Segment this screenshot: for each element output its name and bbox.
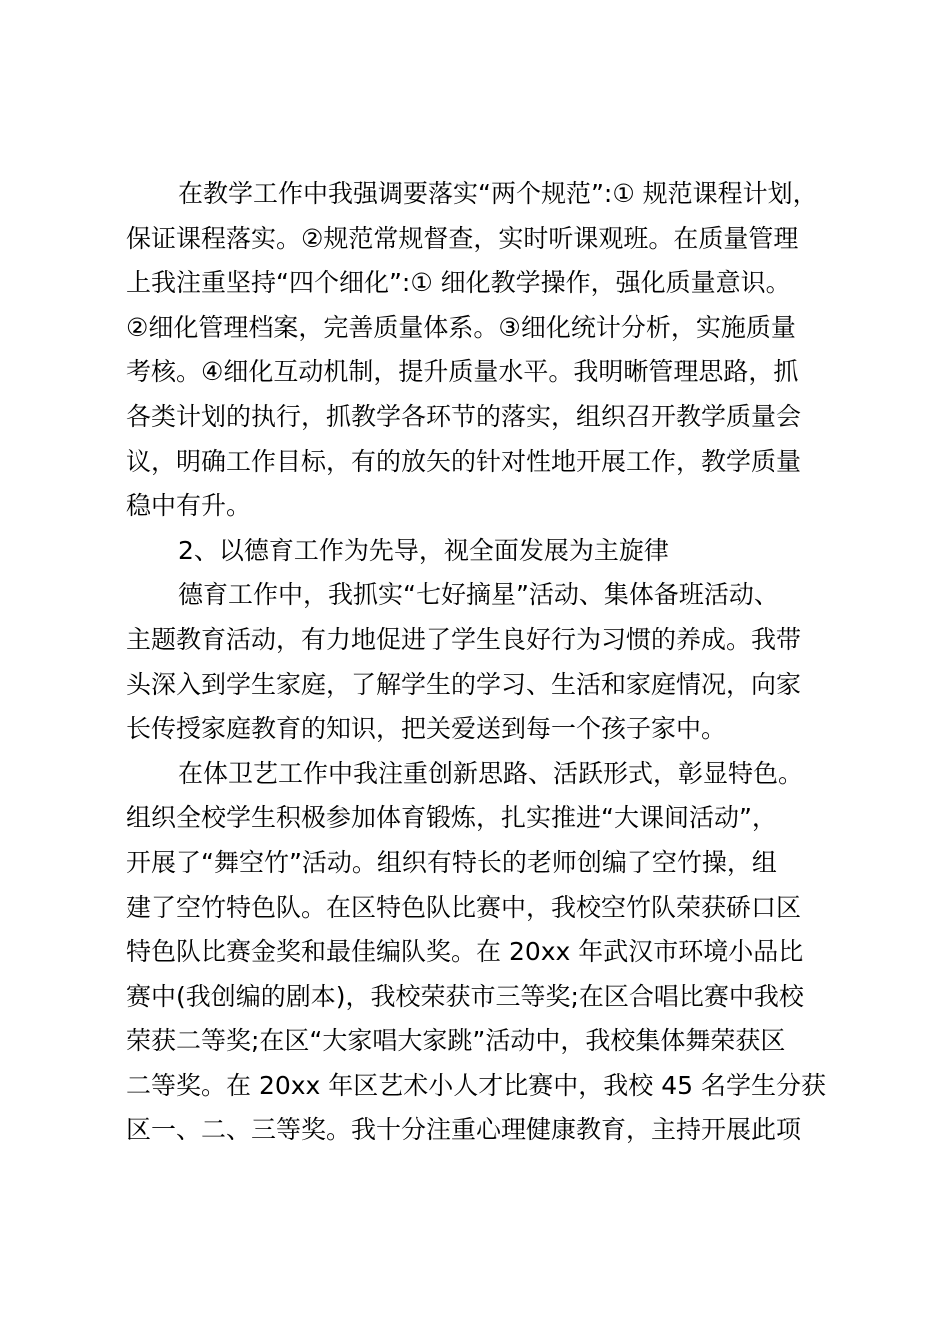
text-line: 主题教育活动，有力地促进了学生良好行为习惯的养成。我带 xyxy=(126,624,802,654)
text-line: 头深入到学生家庭，了解学生的学习、生活和家庭情况，向家 xyxy=(126,669,802,699)
document-body xyxy=(126,172,866,1153)
text-line: 议，明确工作目标，有的放矢的针对性地开展工作，教学质量 xyxy=(126,446,802,476)
text-line: 区一、二、三等奖。我十分注重心理健康教育，主持开展此项 xyxy=(126,1115,802,1145)
text-line: 特色队比赛金奖和最佳编队奖。在 20xx 年武汉市环境小品比 xyxy=(126,937,804,967)
text-line: 上我注重坚持“四个细化”:① 细化教学操作，强化质量意识。 xyxy=(126,268,791,298)
text-line: 保证课程落实。②规范常规督查，实时听课观班。在质量管理 xyxy=(126,223,799,253)
section-heading: 2、以德育工作为先导，视全面发展为主旋律 xyxy=(178,535,669,565)
text-line: ②细化管理档案，完善质量体系。③细化统计分析，实施质量 xyxy=(126,312,796,342)
text-line: 稳中有升。 xyxy=(126,491,252,521)
text-line: 组织全校学生积极参加体育锻炼，扎实推进“大课间活动”， xyxy=(126,803,777,833)
text-line: 赛中(我创编的剧本)，我校荣获市三等奖;在区合唱比赛中我校 xyxy=(126,981,804,1011)
text-line: 在教学工作中我强调要落实“两个规范”:① 规范课程计划， xyxy=(178,179,818,208)
text-line: 荣获二等奖;在区“大家唱大家跳”活动中，我校集体舞荣获区 xyxy=(126,1026,786,1056)
text-line: 建了空竹特色队。在区特色队比赛中，我校空竹队荣获硚口区 xyxy=(126,892,802,922)
text-line: 长传授家庭教育的知识，把关爱送到每一个孩子家中。 xyxy=(126,714,727,744)
text-line: 各类计划的执行，抓教学各环节的落实，组织召开教学质量会 xyxy=(126,401,802,431)
text-line: 考核。④细化互动机制，提升质量水平。我明晰管理思路，抓 xyxy=(126,357,799,387)
text-line: 开展了“舞空竹”活动。组织有特长的老师创编了空竹操，组 xyxy=(126,847,777,877)
text-line: 二等奖。在 20xx 年区艺术小人才比赛中，我校 45 名学生分获 xyxy=(126,1070,827,1100)
text-line: 德育工作中，我抓实“七好摘星”活动、集体备班活动、 xyxy=(178,580,779,610)
text-line: 在体卫艺工作中我注重创新思路、活跃形式，彰显特色。 xyxy=(178,758,804,788)
